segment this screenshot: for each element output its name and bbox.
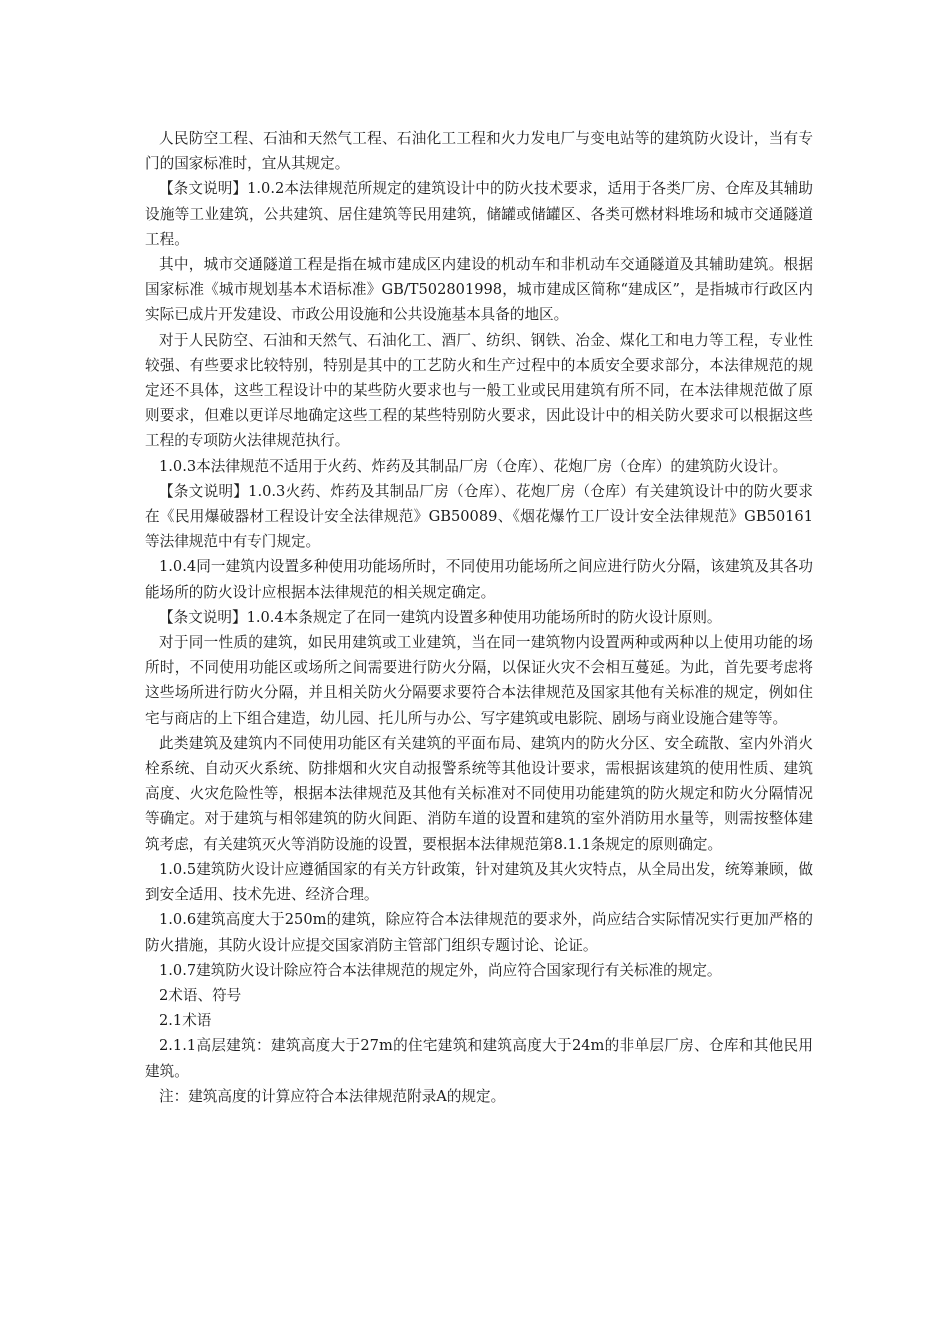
paragraph-9: 对于同一性质的建筑，如民用建筑或工业建筑，当在同一建筑物内设置两种或两种以上使用功能的场所时，不同使用功能区或场所之间需要进行防火分隔，以保证火灾不会相互蔓延。为此，首先要考虑将这些场所进行防火分隔，并且相关防火分隔要求要符合本法律规范及国家其他有关标准的规定，例如住宅与商店的上下组合建造，幼儿园、托儿所与办公、写字建筑或电影院、剧场与商业设施合建等等。 [145, 634, 813, 727]
paragraph-5: 1.0.3本法律规范不适用于火药、炸药及其制品厂房（仓库）、花炮厂房（仓库）的建筑防火设计。 [159, 457, 788, 475]
note-paragraph: 注：建筑高度的计算应符合本法律规范附录A的规定。 [159, 1087, 506, 1105]
document-body [145, 126, 813, 1109]
paragraph-3: 其中，城市交通隧道工程是指在城市建成区内建设的机动车和非机动车交通隧道及其辅助建筑。根据国家标准《城市规划基本术语标准》GB/T502801998，城市建成区简称“建成区”，是指城市行政区内实际已成片开发建设、市政公用设施和公共设施基本具备的地区。 [145, 256, 813, 324]
paragraph-11: 1.0.5建筑防火设计应遵循国家的有关方针政策，针对建筑及其火灾特点，从全局出发，统筹兼顾，做到安全适用、技术先进、经济合理。 [145, 860, 813, 904]
section-heading-terms: 2术语、符号 [159, 986, 242, 1004]
paragraph-7: 1.0.4同一建筑内设置多种使用功能场所时，不同使用功能场所之间应进行防火分隔，该建筑及其各功能场所的防火设计应根据本法律规范的相关规定确定。 [145, 558, 813, 601]
paragraph-16: 2.1.1高层建筑：建筑高度大于27m的住宅建筑和建筑高度大于24m的非单层厂房、仓库和其他民用建筑。 [145, 1037, 813, 1080]
paragraph-8: 【条文说明】1.0.4本条规定了在同一建筑内设置多种使用功能场所时的防火设计原则。 [159, 608, 722, 626]
paragraph-13: 1.0.7建筑防火设计除应符合本法律规范的规定外，尚应符合国家现行有关标准的规定。 [159, 961, 722, 979]
paragraph-1: 人民防空工程、石油和天然气工程、石油化工工程和火力发电厂与变电站等的建筑防火设计，当有专门的国家标准时，宜从其规定。 [145, 130, 813, 173]
paragraph-10: 此类建筑及建筑内不同使用功能区有关建筑的平面布局、建筑内的防火分区、安全疏散、室内外消火栓系统、自动灭火系统、防排烟和火灾自动报警系统等其他设计要求，需根据该建筑的使用性质、建筑高度、火灾危险性等，根据本法律规范及其他有关标准对不同使用功能建筑的防火规定和防火分隔情况等确定。对于建筑与相邻建筑的防火间距、消防车道的设置和建筑的室外消防用水量等，则需按整体建筑考虑，有关建筑灭火等消防设施的设置，要根据本法律规范第8.1.1条规定的原则确定。 [145, 734, 813, 853]
paragraph-2: 【条文说明】1.0.2本法律规范所规定的建筑设计中的防火技术要求，适用于各类厂房、仓库及其辅助设施等工业建筑，公共建筑、居住建筑等民用建筑，储罐或储罐区、各类可燃材料堆场和城市交通隧道工程。 [145, 180, 813, 248]
subsection-heading-terms: 2.1术语 [159, 1012, 212, 1030]
paragraph-6: 【条文说明】1.0.3火药、炸药及其制品厂房（仓库）、花炮厂房（仓库）有关建筑设计中的防火要求在《民用爆破器材工程设计安全法律规范》GB50089、《烟花爆竹工厂设计安全法律规范》GB50161等法律规范中有专门规定。 [145, 482, 813, 551]
paragraph-4: 对于人民防空、石油和天然气、石油化工、酒厂、纺织、钢铁、冶金、煤化工和电力等工程，专业性较强、有些要求比较特别，特别是其中的工艺防火和生产过程中的本质安全要求部分，本法律规范的规定还不具体，这些工程设计中的某些防火要求也与一般工业或民用建筑有所不同，在本法律规范做了原则要求，但难以更详尽地确定这些工程的某些特别防火要求，因此设计中的相关防火要求可以根据这些工程的专项防火法律规范执行。 [145, 331, 813, 450]
paragraph-12: 1.0.6建筑高度大于250m的建筑，除应符合本法律规范的要求外，尚应结合实际情况实行更加严格的防火措施，其防火设计应提交国家消防主管部门组织专题讨论、论证。 [145, 911, 813, 954]
